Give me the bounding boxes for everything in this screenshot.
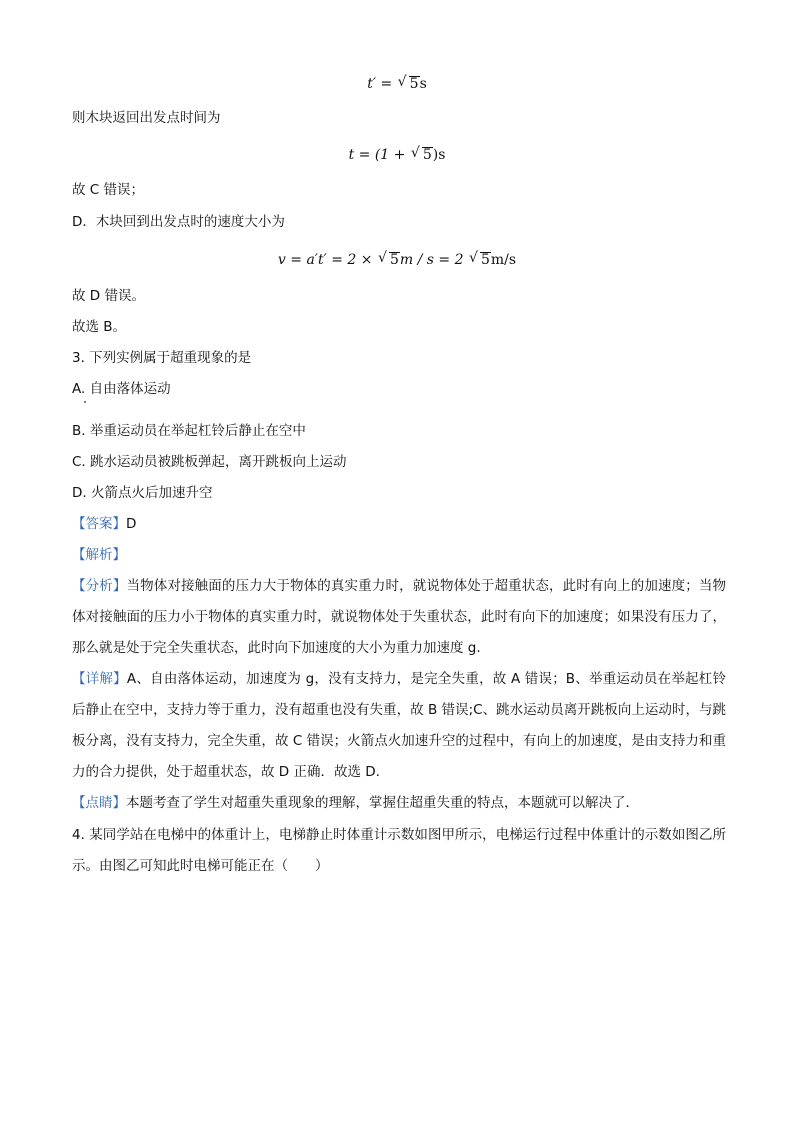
question-3-option-d: D. 火箭点火后加速升空 [72, 485, 213, 501]
sqrt-symbol [469, 250, 491, 270]
text-choose-b: 故选 B。 [72, 319, 127, 335]
sqrt-symbol [411, 145, 433, 165]
xiangjie-text: A、自由落体运动，加速度为 g，没有支持力，是完全失重，故 A 错误；B、举重运动员在举起杠铃后静止在空中，支持力等于重力，没有超重也没有失重，故 B 错误;C、跳水运动员离开跳板向上运动时，与跳板分离，没有支持力，完全失重，故 C 错误；火箭点火加速升空的过程中，有向上的加速度，是由支持力和重力的合力提供，处于超重状态，故 D 正确．故选 D. [72, 671, 726, 780]
eq3-pre: v = a′t′ = 2 × [277, 252, 373, 268]
eq1-unit: s [419, 76, 427, 92]
dianjing-tag: 【点睛】 [72, 795, 126, 811]
eq3-radicand-1: 5 [389, 252, 399, 268]
question-3-stem: 3. 下列实例属于超重现象的是 [72, 350, 252, 366]
eq2-post: )s [432, 147, 446, 163]
analysis-xiangjie [72, 664, 726, 788]
fenxi-tag: 【分析】 [72, 578, 127, 594]
eq3-mid: m / s = 2 [399, 252, 464, 268]
eq3-post: m/s [490, 252, 517, 268]
text-d-speed: D．木块回到出发点时的速度大小为 [72, 214, 285, 230]
eq1-lhs: t′ = [367, 76, 393, 92]
eq1-radicand: 5 [409, 76, 419, 92]
analysis-fenxi [72, 571, 726, 664]
answer-tag: 【答案】 [72, 516, 126, 532]
eq2-pre: t = (1 + [348, 147, 406, 163]
equation-velocity [0, 250, 794, 270]
analysis-dianjing [72, 788, 726, 819]
sqrt-symbol [378, 250, 400, 270]
text-d-wrong: 故 D 错误。 [72, 288, 145, 304]
answer-line [72, 514, 136, 534]
question-3-option-b: B. 举重运动员在举起杠铃后静止在空中 [72, 423, 306, 439]
answer-value: D [126, 516, 137, 532]
xiangjie-tag: 【详解】 [72, 671, 127, 687]
question-3-option-a: A. 自由落体运动 [72, 381, 171, 397]
equation-t-prime [0, 74, 794, 94]
question-3-option-c: C. 跳水运动员被跳板弹起，离开跳板向上运动 [72, 454, 347, 470]
jiexi-tag: 【解析】 [72, 547, 126, 563]
eq3-radicand-2: 5 [480, 252, 490, 268]
equation-total-time [0, 145, 794, 165]
dianjing-text: 本题考查了学生对超重失重现象的理解，掌握住超重失重的特点，本题就可以解决了． [126, 795, 639, 811]
question-4-stem: 4. 某同学站在电梯中的体重计上，电梯静止时体重计示数如图甲所示，电梯运行过程中体重计的示数如图乙所示。由图乙可知此时电梯可能正在（ ） [72, 827, 726, 874]
analysis-heading [72, 545, 126, 565]
stray-dot [84, 401, 86, 403]
text-return-time: 则木块返回出发点时间为 [72, 110, 221, 126]
text-c-wrong: 故 C 错误； [72, 182, 145, 198]
sqrt-symbol [398, 74, 420, 94]
eq2-radicand: 5 [422, 147, 432, 163]
fenxi-text: 当物体对接触面的压力大于物体的真实重力时，就说物体处于超重状态，此时有向上的加速度；当物体对接触面的压力小于物体的真实重力时，就说物体处于失重状态，此时有向下的加速度；如果没有压力了，那么就是处于完全失重状态，此时向下加速度的大小为重力加速度 g. [72, 578, 727, 656]
